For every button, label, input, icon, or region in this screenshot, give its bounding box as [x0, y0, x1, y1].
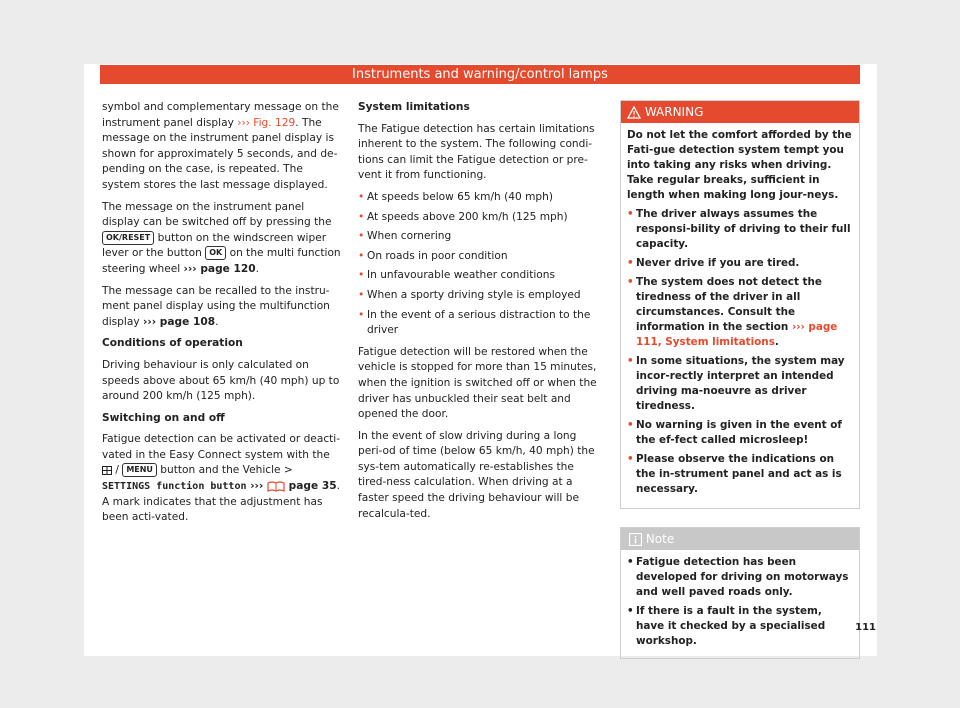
- list-item: • At speeds above 200 km/h (125 mph): [358, 210, 598, 226]
- paragraph: The message on the instrument panel display can be switched off by pressing the OK/RESET button on the windscreen wiper lever or the button OK on the multi function steering wheel ››› page 120.: [102, 200, 341, 275]
- column-middle: [358, 100, 598, 528]
- list-item: • In the event of a serious distraction to the driver: [358, 308, 598, 339]
- settings-function-button: SETTINGS function button: [102, 481, 247, 493]
- figure-link[interactable]: ››› Fig. 129: [237, 116, 296, 129]
- info-icon: [629, 533, 642, 546]
- column-right: [620, 100, 860, 659]
- list-item: • The driver always assumes the responsi-bility of driving to their full capacity.: [627, 207, 853, 252]
- warning-intro: Do not let the comfort afforded by the Fati-gue detection system tempt you into taking any risks when driving. Take regular breaks, sufficient in length when making long jour-neys.: [627, 129, 852, 201]
- note-list: [627, 555, 853, 649]
- page-link[interactable]: ››› page 111, System limitations: [636, 321, 838, 348]
- paragraph: Driving behaviour is only calculated on speeds above about 65 km/h (40 mph) up to around 200 km/h (125 mph).: [102, 358, 340, 403]
- list-item: • At speeds below 65 km/h (40 mph): [358, 190, 598, 206]
- list-item: • Never drive if you are tired.: [627, 256, 853, 271]
- note-body: [621, 550, 859, 658]
- list-item: • In some situations, the system may incor-rectly interpret an intended driving ma-noeuvre as driver tiredness.: [627, 354, 853, 414]
- list-item: • Fatigue detection has been developed for driving on motorways and well paved roads only.: [627, 555, 853, 600]
- list-item: • The system does not detect the tiredness of the driver in all circumstances. Consult the information in the section ››› page 111, System limitations.: [627, 275, 853, 350]
- section-heading: Conditions of operation: [102, 337, 243, 350]
- warning-header: [621, 101, 859, 123]
- page-header: Instruments and warning/control lamps: [100, 65, 860, 84]
- warning-body: [621, 123, 859, 508]
- ok-key: OK: [205, 246, 226, 260]
- list-item: • When a sporty driving style is employed: [358, 288, 598, 304]
- page-link[interactable]: ››› page 120: [183, 262, 256, 275]
- note-title: Note: [645, 532, 675, 546]
- section-heading: System limitations: [358, 101, 470, 113]
- book-reference-icon: [267, 481, 285, 492]
- column-left: [102, 100, 342, 532]
- paragraph: Fatigue detection will be restored when the vehicle is stopped for more than 15 minutes, when the ignition is switched off or when the driver has unbuckled their seat belt and opened the door.: [358, 345, 597, 421]
- home-grid-icon: [102, 466, 112, 475]
- warning-box: [620, 100, 860, 509]
- note-header: [621, 528, 859, 550]
- menu-key: MENU: [122, 463, 157, 477]
- warning-title: WARNING: [644, 105, 704, 119]
- section-heading: Switching on and off: [102, 411, 225, 424]
- list-item: • No warning is given in the event of the ef-fect called microsleep!: [627, 418, 853, 448]
- paragraph: symbol and complementary message on the instrument panel display ››› Fig. 129. The message on the instrument panel display is shown for approximately 5 seconds, and de-pending on the case, is repeated. The system stores the last message displayed.: [102, 101, 339, 191]
- page-number: 111: [855, 622, 876, 633]
- list-item: • On roads in poor condition: [358, 249, 598, 265]
- ok-reset-key: OK/RESET: [102, 231, 154, 245]
- warning-list: [627, 207, 853, 497]
- page-link[interactable]: page 35: [284, 480, 337, 493]
- paragraph: In the event of slow driving during a long peri-od of time (below 65 km/h, 40 mph) the sys-tem automatically re-establishes the tired-ness calculation. When driving at a faster speed the driving behaviour will be recalcula-ted.: [358, 429, 595, 520]
- list-item: • When cornering: [358, 229, 598, 245]
- list-item: • Please observe the indications on the in-strument panel and act as is necessary.: [627, 452, 853, 497]
- paragraph: Fatigue detection can be activated or deacti-vated in the Easy Connect system with the / MENU button and the Vehicle > SETTINGS function button ››› page 35. A mark indicates that the adjustment has been acti-vated.: [102, 433, 341, 524]
- warning-triangle-icon: [627, 106, 641, 119]
- page-link[interactable]: ››› page 108: [142, 315, 216, 328]
- list-item: • If there is a fault in the system, have it checked by a specialised workshop.: [627, 604, 853, 649]
- paragraph: The message can be recalled to the instru-ment panel display using the multifunction display ››› page 108.: [102, 284, 330, 328]
- limitations-list: [358, 190, 598, 339]
- note-box: [620, 527, 860, 659]
- paragraph: The Fatigue detection has certain limitations inherent to the system. The following condi-tions can limit the Fatigue detection or pre-vent it from functioning.: [358, 122, 595, 182]
- list-item: • In unfavourable weather conditions: [358, 268, 598, 284]
